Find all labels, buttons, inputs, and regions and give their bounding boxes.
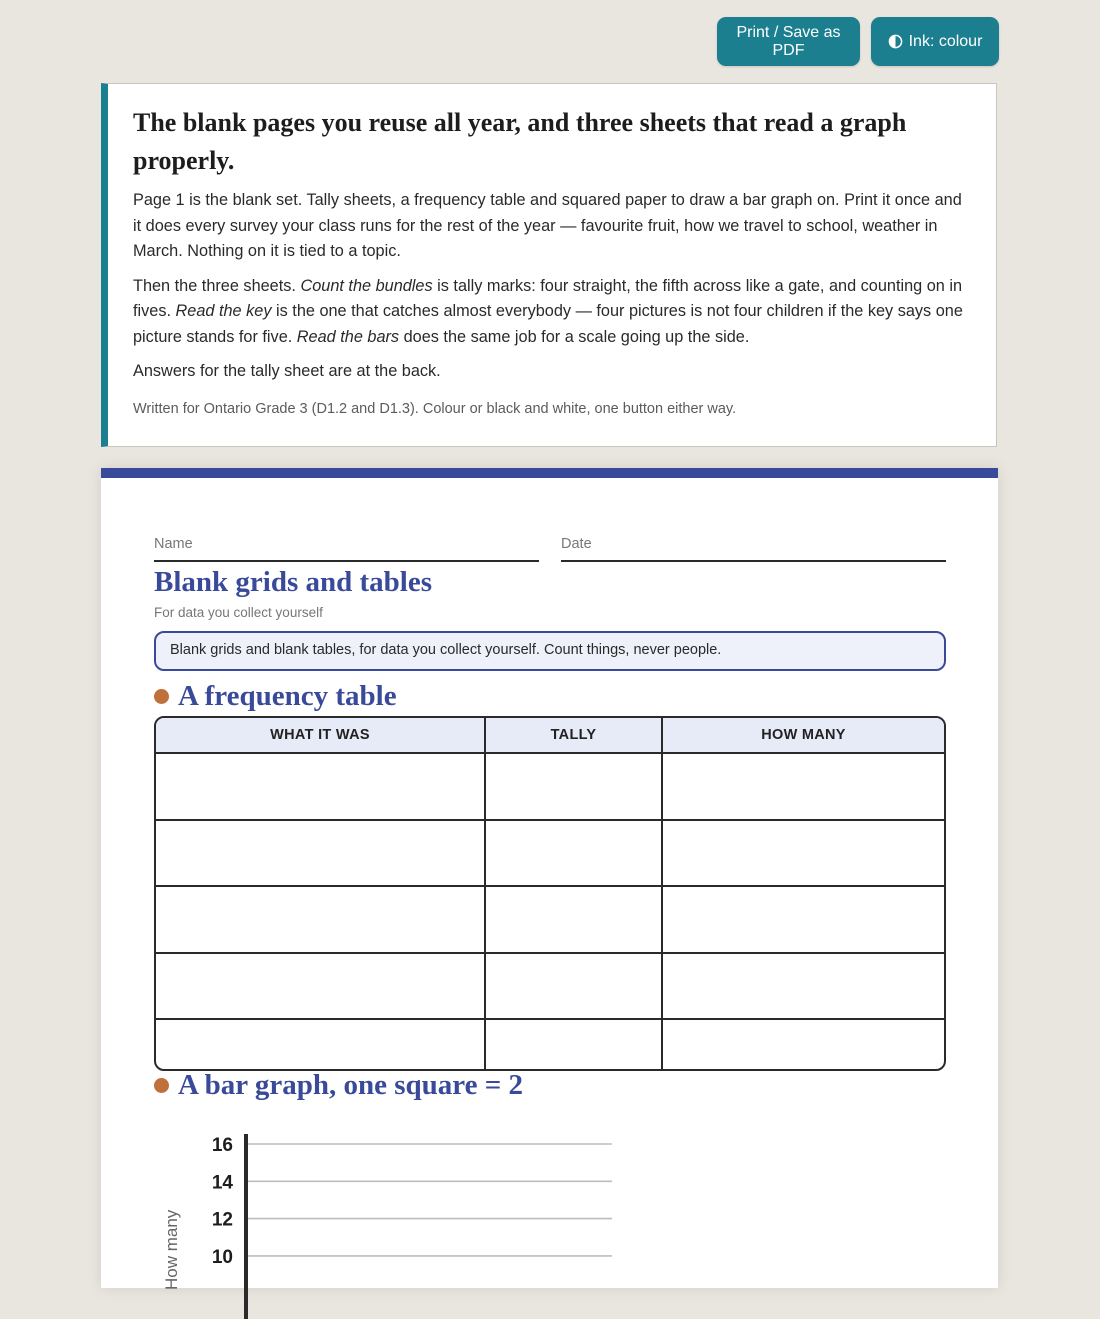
table-cell[interactable] — [485, 753, 662, 820]
table-row — [156, 820, 944, 887]
date-label: Date — [561, 536, 592, 552]
ink-label: Ink: colour — [908, 32, 983, 50]
intro-paragraph-2 — [133, 274, 972, 351]
date-field[interactable] — [561, 535, 946, 562]
table-cell[interactable] — [662, 953, 944, 1020]
intro-text: does the same job for a scale going up the side. — [399, 327, 750, 346]
intro-title: The blank pages you reuse all year, and three sheets that read a graph properly. — [133, 108, 907, 175]
table-cell[interactable] — [485, 886, 662, 953]
print-button[interactable]: Print / Save as PDF — [717, 17, 860, 66]
ink-toggle-button[interactable] — [871, 17, 999, 66]
name-date-fields — [154, 535, 946, 562]
table-row — [156, 953, 944, 1020]
y-axis-label: How many — [162, 1209, 181, 1290]
intro-text: is tally marks: four straight, the fifth across like a gate, and counting on in fives. — [133, 276, 963, 320]
intro-text: Then the three sheets. — [133, 276, 301, 295]
table-cell[interactable] — [156, 886, 485, 953]
contrast-icon — [888, 34, 903, 49]
column-header-what: WHAT IT WAS — [156, 718, 485, 753]
table-cell[interactable] — [156, 1019, 485, 1069]
y-tick-label: 10 — [211, 1246, 233, 1268]
sheet-name-count-bundles: Count the bundles — [300, 276, 433, 295]
table-row — [156, 1019, 944, 1069]
intro-paragraph-3: Answers for the tally sheet are at the back. — [133, 362, 441, 380]
intro-footnote: Written for Ontario Grade 3 (D1.2 and D1.3). Colour or black and white, one button either way. — [133, 400, 737, 417]
intro-text: is the one that catches almost everybody — four pictures is not four children if the key says one picture stands for five. — [133, 302, 963, 346]
bar-graph-heading-text: A bar graph, one square = 2 — [178, 1069, 523, 1101]
bar-graph-heading — [154, 1069, 523, 1102]
intro-panel — [101, 83, 997, 447]
bullet-icon — [154, 1078, 169, 1093]
table-cell[interactable] — [662, 1019, 944, 1069]
name-label: Name — [154, 536, 193, 552]
intro-paragraph-1: Page 1 is the blank set. Tally sheets, a frequency table and squared paper to draw a bar graph on. Print it once and it does every survey your class runs for the rest of the year — favourite fruit, how we travel to school, weather in March. Nothing on it is tied to a topic. — [133, 191, 962, 260]
column-header-how-many: HOW MANY — [662, 718, 944, 753]
sheet-name-read-bars: Read the bars — [296, 327, 400, 346]
bar-graph — [154, 1114, 624, 1314]
table-row — [156, 886, 944, 953]
y-tick-label: 14 — [211, 1172, 233, 1194]
frequency-table-heading — [154, 680, 397, 713]
table-cell[interactable] — [156, 753, 485, 820]
sheet-subtitle: For data you collect yourself — [154, 605, 323, 620]
table-cell[interactable] — [662, 820, 944, 887]
sheet-title: Blank grids and tables — [154, 566, 433, 598]
table-cell[interactable] — [485, 1019, 662, 1069]
name-field[interactable] — [154, 535, 539, 562]
table-cell[interactable] — [156, 953, 485, 1020]
worksheet-page — [101, 468, 998, 1288]
y-tick-label: 12 — [211, 1209, 233, 1231]
table-cell[interactable] — [662, 886, 944, 953]
y-tick-label: 16 — [211, 1135, 233, 1156]
table-row — [156, 753, 944, 820]
toolbar — [717, 17, 999, 66]
column-header-tally: TALLY — [485, 718, 662, 753]
frequency-table — [154, 716, 946, 1071]
sheet-note: Blank grids and blank tables, for data you collect yourself. Count things, never people. — [154, 631, 946, 671]
table-cell[interactable] — [662, 753, 944, 820]
sheet-name-read-key: Read the key — [175, 302, 272, 320]
table-cell[interactable] — [156, 820, 485, 887]
table-cell[interactable] — [485, 953, 662, 1020]
bullet-icon — [154, 689, 169, 704]
bar-graph-svg — [154, 1114, 624, 1314]
frequency-table-heading-text: A frequency table — [178, 680, 397, 712]
table-cell[interactable] — [485, 820, 662, 887]
